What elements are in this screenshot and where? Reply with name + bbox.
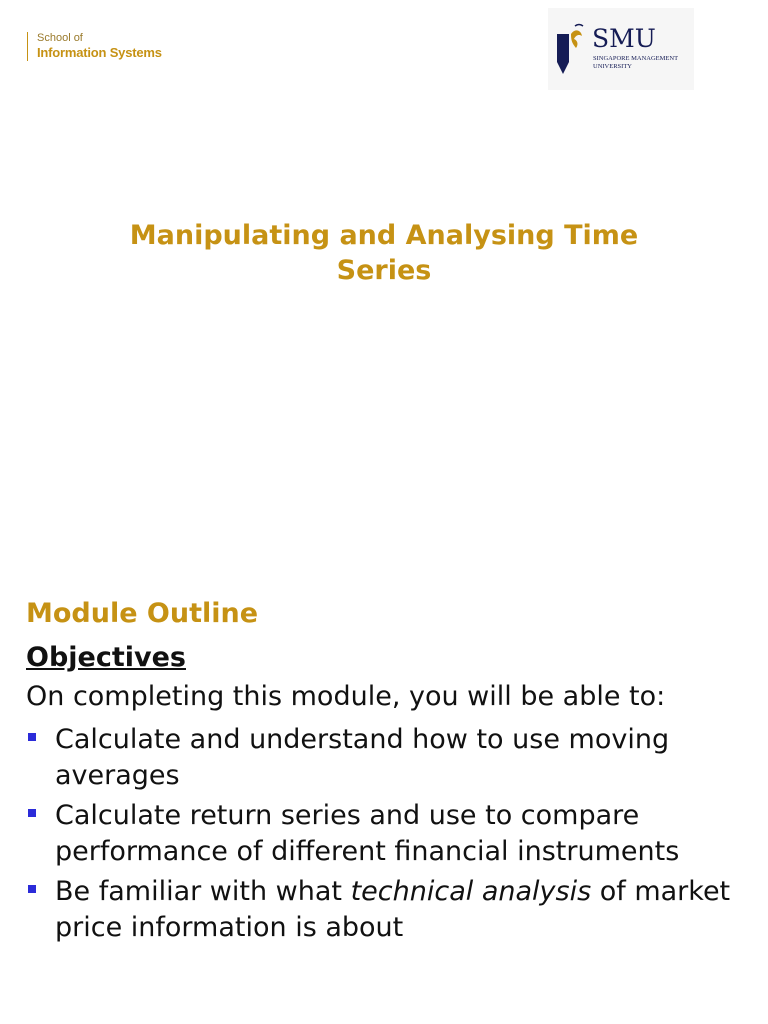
list-item-emphasis: technical analysis xyxy=(350,876,592,907)
slide-title xyxy=(60,218,708,288)
slide-title-line2: Series xyxy=(336,255,432,286)
logo-name: SMU xyxy=(592,24,656,53)
smu-logo xyxy=(548,8,694,90)
objectives-list xyxy=(26,722,746,950)
list-item-text-after: of market price information is about xyxy=(55,876,731,943)
objectives-heading: Objectives xyxy=(26,642,186,673)
school-label xyxy=(27,32,162,61)
square-bullet-icon xyxy=(28,809,36,817)
objectives-intro: On completing this module, you will be able to: xyxy=(26,681,666,712)
school-label-line2: Information Systems xyxy=(37,45,162,60)
module-outline-heading: Module Outline xyxy=(26,598,259,629)
slide-title-line1: Manipulating and Analysing Time xyxy=(129,220,639,251)
list-item xyxy=(26,798,746,870)
crest-icon xyxy=(555,22,587,74)
list-item xyxy=(26,722,746,794)
school-label-line1: School of xyxy=(37,32,83,44)
logo-subtitle xyxy=(593,55,689,71)
logo-subtitle-line1: SINGAPORE MANAGEMENT xyxy=(593,55,679,62)
list-item xyxy=(26,874,746,946)
logo-subtitle-line2: UNIVERSITY xyxy=(593,63,632,70)
list-item-text: Calculate and understand how to use moving averages xyxy=(55,724,670,791)
list-item-text: Calculate return series and use to compare performance of different financial instruments xyxy=(55,800,680,867)
square-bullet-icon xyxy=(28,733,36,741)
list-item-text-before: Be familiar with what xyxy=(55,876,351,907)
square-bullet-icon xyxy=(28,885,36,893)
